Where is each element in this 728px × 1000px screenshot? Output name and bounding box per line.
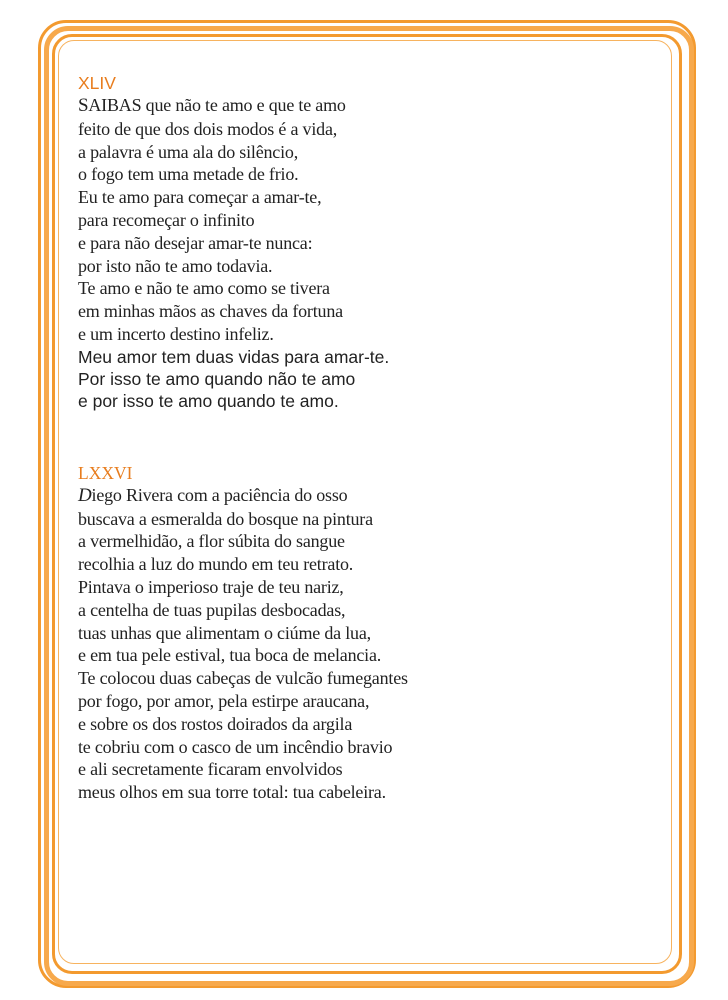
poem-line — [78, 94, 658, 118]
poem-line: por isto não te amo todavia. — [78, 255, 273, 276]
poem-line: recolhia a luz do mundo em teu retrato. — [78, 554, 354, 575]
poem-line: Meu amor tem duas vidas para amar-te. — [78, 346, 390, 367]
poem-line: Pintava o imperioso traje de teu nariz, — [78, 576, 344, 597]
poem-line: tuas unhas que alimentam o ciúme da lua, — [78, 622, 371, 643]
poem-line: meus olhos em sua torre total: tua cabeleira. — [78, 782, 386, 803]
poem-line: a centelha de tuas pupilas desbocadas, — [78, 599, 346, 620]
poem-line: o fogo tem uma metade de frio. — [78, 164, 299, 185]
section-spacer — [78, 412, 658, 462]
poem-title: LXXVI — [78, 462, 133, 483]
poem-line: Por isso te amo quando não te amo — [78, 368, 356, 389]
poem-content — [78, 72, 658, 804]
poem-xliv — [78, 72, 658, 412]
poem-lxxvi — [78, 462, 658, 804]
poem-line: e para não desejar amar-te nunca: — [78, 232, 313, 253]
poem-line: a palavra é uma ala do silêncio, — [78, 141, 298, 162]
poem-line: e sobre os dos rostos doirados da argila — [78, 713, 353, 734]
drop-letter: D — [78, 484, 92, 506]
poem-line: feito de que dos dois modos é a vida, — [78, 118, 338, 139]
poem-line: e ali secretamente ficaram envolvidos — [78, 759, 343, 780]
poem-line: para recomeçar o infinito — [78, 209, 255, 230]
poem-title: XLIV — [78, 73, 116, 93]
poem-line: Te amo e não te amo como se tivera — [78, 278, 330, 299]
poem-line: e um incerto destino infeliz. — [78, 323, 274, 344]
poem-line: te cobriu com o casco de um incêndio bravio — [78, 736, 393, 757]
poem-line — [78, 484, 658, 508]
poem-line: em minhas mãos as chaves da fortuna — [78, 301, 343, 322]
first-line-text: AIBAS que não te amo e que te amo — [88, 95, 346, 115]
first-line-text: iego Rivera com a paciência do osso — [91, 484, 348, 505]
poem-line: por fogo, por amor, pela estirpe araucana, — [78, 690, 370, 711]
poem-line: a vermelhidão, a flor súbita do sangue — [78, 531, 345, 552]
drop-letter: S — [78, 95, 89, 116]
poem-line: Te colocou duas cabeças de vulcão fumegantes — [78, 668, 408, 689]
poem-line: e por isso te amo quando te amo. — [78, 390, 339, 411]
poem-line: buscava a esmeralda do bosque na pintura — [78, 508, 373, 529]
poem-line: Eu te amo para começar a amar-te, — [78, 187, 322, 208]
poem-line: e em tua pele estival, tua boca de melancia. — [78, 645, 382, 666]
